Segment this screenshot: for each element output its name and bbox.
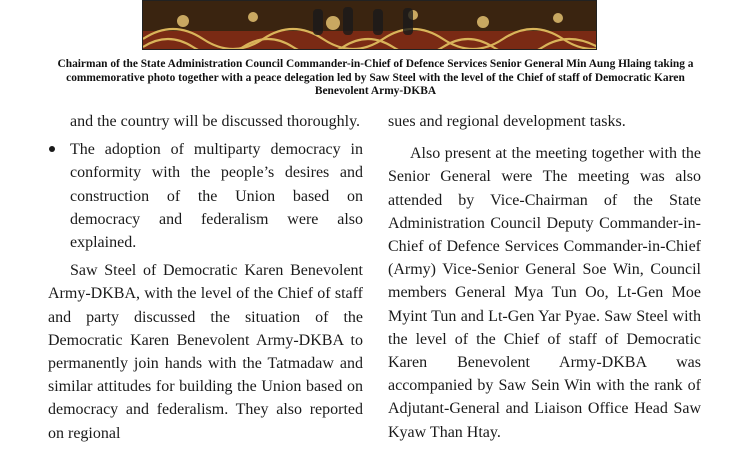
bullet-dot-icon [49, 146, 55, 152]
article-left-column [48, 110, 363, 445]
article-right-column [388, 110, 701, 444]
ornate-pattern-icon [143, 1, 597, 50]
photo-caption: Chairman of the State Administration Council Commander-in-Chief of Defence Services Senior General Min Aung Hlaing taking a commemorative photo together with a peace delegation led by Saw Steel with the level of the Chief of staff of Democratic Karen Benevolent Army-DKBA [57, 58, 694, 97]
left-paragraph: Saw Steel of Democratic Karen Benevolent Army-DKBA, with the level of the Chief of staff and party discussed the situation of the Democratic Karen Benevolent Army-DKBA to permanently join hands with the Tatmadaw and similar attitudes for building the Union based on democracy and federalism. They also reported on regional [48, 262, 363, 442]
right-continuation-text: sues and regional development tasks. [388, 113, 626, 130]
ornate-hall-photo [142, 0, 597, 50]
left-continuation-text: and the country will be discussed thoroughly. [70, 113, 361, 130]
bullet-item [48, 138, 363, 254]
bullet-text: The adoption of multiparty democracy in conformity with the people’s desires and construction of the Union based on democracy and federalism were also explained. [70, 141, 363, 252]
right-paragraph: Also present at the meeting together with the Senior General were The meeting was also attended by Vice-Chairman of the State Administration Council Deputy Commander-in-Chief of Defence Services Commander-in-Chief (Army) Vice-Senior General Soe Win, Council members General Mya Tun Oo, Lt-Gen Moe Myint Tun and Lt-Gen Yar Pyae. Saw Steel with the level of the Chief of staff of Democratic Karen Benevolent Army-DKBA was accompanied by Saw Sein Win with the rank of Adjutant-General and Liaison Office Head Saw Kyaw Than Htay. [388, 145, 701, 441]
